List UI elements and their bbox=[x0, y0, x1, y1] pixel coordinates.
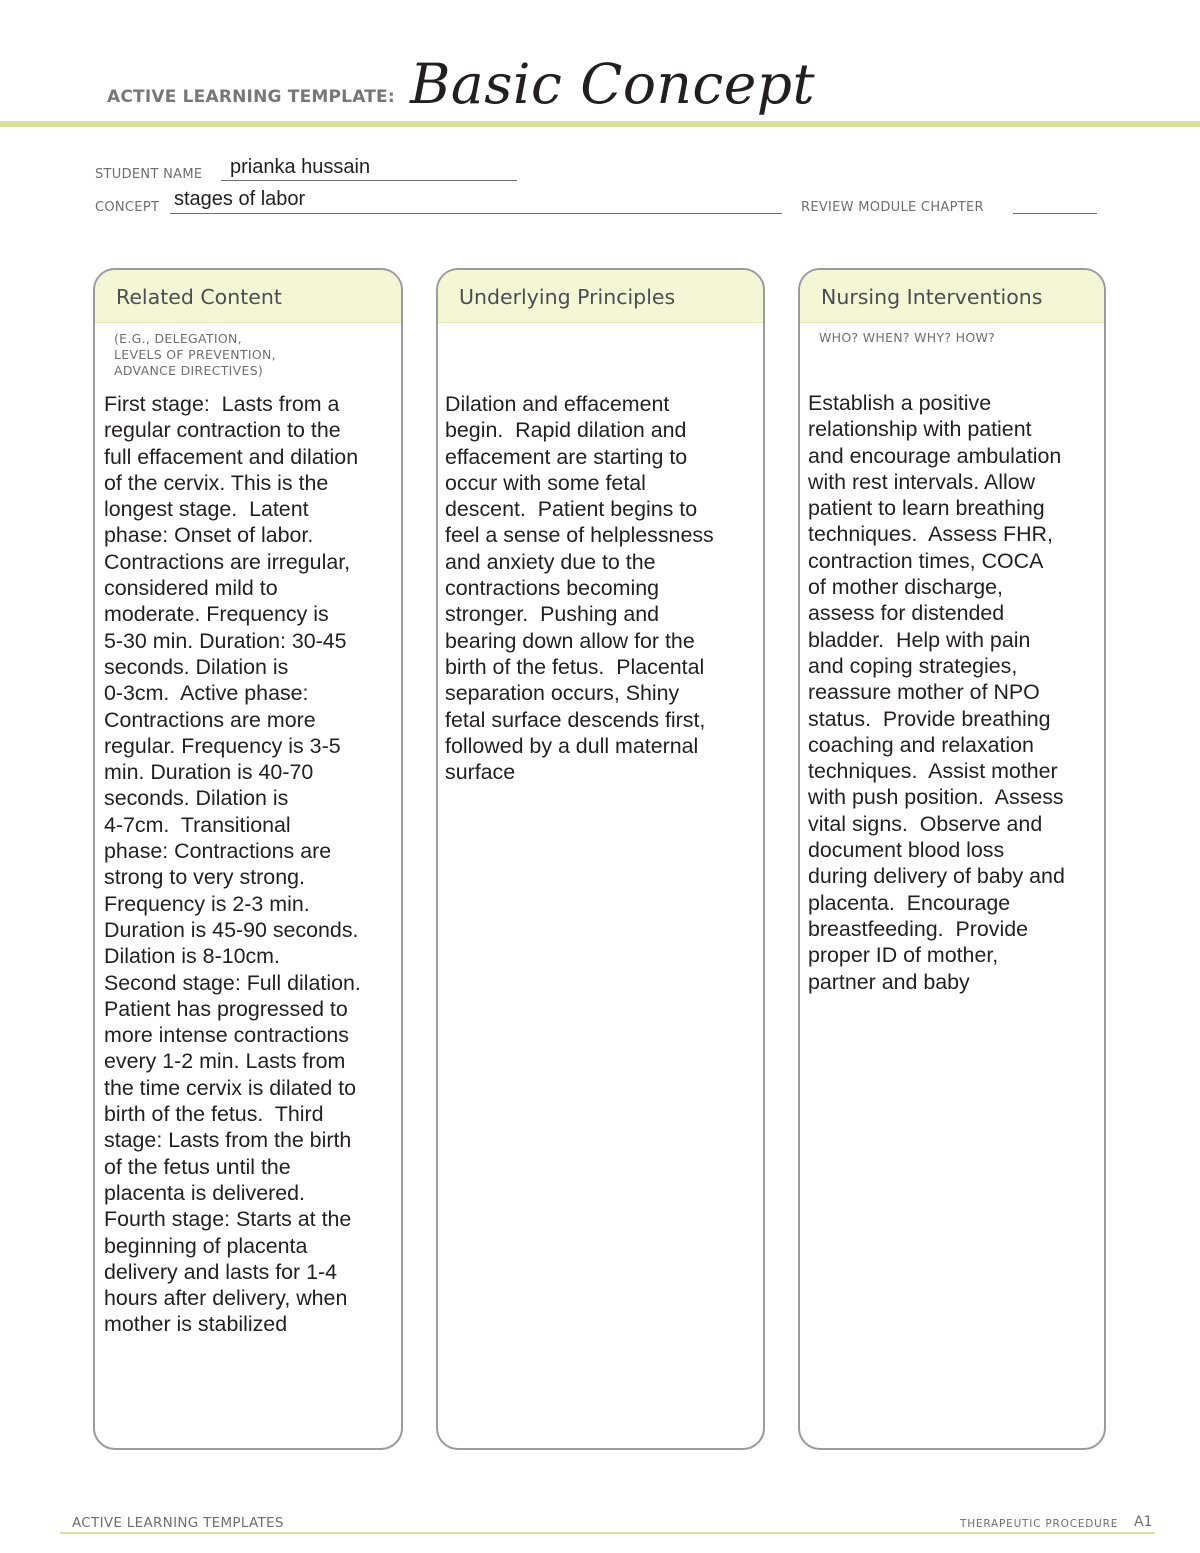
student-name-line bbox=[221, 180, 517, 181]
underlying-principles-header bbox=[438, 270, 763, 323]
nursing-interventions-hint: WHO? WHEN? WHY? HOW? bbox=[819, 330, 996, 345]
concept-field[interactable]: stages of labor bbox=[174, 188, 306, 210]
review-module-label: REVIEW MODULE CHAPTER bbox=[801, 200, 984, 215]
related-content-hint: (E.G., DELEGATION, LEVELS OF PREVENTION, ADVANCE DIRECTIVES) bbox=[114, 331, 276, 378]
underlying-principles-box bbox=[436, 268, 765, 1450]
underlying-principles-title: Underlying Principles bbox=[459, 285, 676, 309]
related-content-text[interactable]: First stage: Lasts from a regular contraction to the full effacement and dilation of the cervix. This is the longest stage. Latent phase: Onset of labor. Contractions are irregular, considered mild to moderate. Frequency is 5-30 min. Duration: 30-45 seconds. Dilation is 0-3cm. Active phase: Contractions are more regular. Frequency is 3-5 min. Duration is 40-70 seconds. Dilation is 4-7cm. Transitional phase: Contractions are strong to very strong. Frequency is 2-3 min. Duration is 45-90 seconds. Dilation is 8-10cm. Second stage: Full dilation. Patient has progressed to more intense contractions every 1-2 min. Lasts from the time cervix is dilated to birth of the fetus. Third stage: Lasts from the birth of the fetus until the placenta is delivered. Fourth stage: Starts at the beginning of placenta delivery and lasts for 1-4 hours after delivery, when mother is stabilized bbox=[104, 392, 361, 1337]
page-title: Basic Concept bbox=[410, 52, 816, 116]
footer-procedure-label: THERAPEUTIC PROCEDURE bbox=[960, 1518, 1119, 1530]
footer-page-number: A1 bbox=[1134, 1514, 1153, 1530]
concept-line bbox=[170, 213, 782, 214]
footer-templates-label: ACTIVE LEARNING TEMPLATES bbox=[72, 1515, 284, 1531]
underlying-principles-text[interactable]: Dilation and effacement begin. Rapid dilation and effacement are starting to occur with some fetal descent. Patient begins to feel a sense of helplessness and anxiety due to the contractions becoming stronger. Pushing and bearing down allow for the birth of the fetus. Placental separation occurs, Shiny fetal surface descends first, followed by a dull maternal surface bbox=[445, 392, 714, 785]
nursing-interventions-box bbox=[798, 268, 1106, 1450]
review-module-field[interactable] bbox=[1013, 213, 1097, 214]
student-name-label: STUDENT NAME bbox=[95, 167, 203, 182]
template-label: ACTIVE LEARNING TEMPLATE: bbox=[107, 87, 395, 107]
nursing-interventions-header bbox=[800, 270, 1104, 323]
footer-divider bbox=[60, 1532, 1155, 1534]
student-name-field[interactable]: prianka hussain bbox=[230, 156, 371, 178]
related-content-header bbox=[95, 270, 401, 323]
nursing-interventions-title: Nursing Interventions bbox=[821, 285, 1043, 309]
concept-label: CONCEPT bbox=[95, 200, 160, 215]
related-content-box bbox=[93, 268, 403, 1450]
header-divider bbox=[0, 121, 1200, 127]
related-content-title: Related Content bbox=[116, 285, 282, 309]
nursing-interventions-text[interactable]: Establish a positive relationship with patient and encourage ambulation with rest intervals. Allow patient to learn breathing techniques. Assess FHR, contraction times, COCA of mother discharge, assess for distended bladder. Help with pain and coping strategies, reassure mother of NPO status. Provide breathing coaching and relaxation techniques. Assist mother with push position. Assess vital signs. Observe and document blood loss during delivery of baby and placenta. Encourage breastfeeding. Provide proper ID of mother, partner and baby bbox=[808, 391, 1065, 994]
